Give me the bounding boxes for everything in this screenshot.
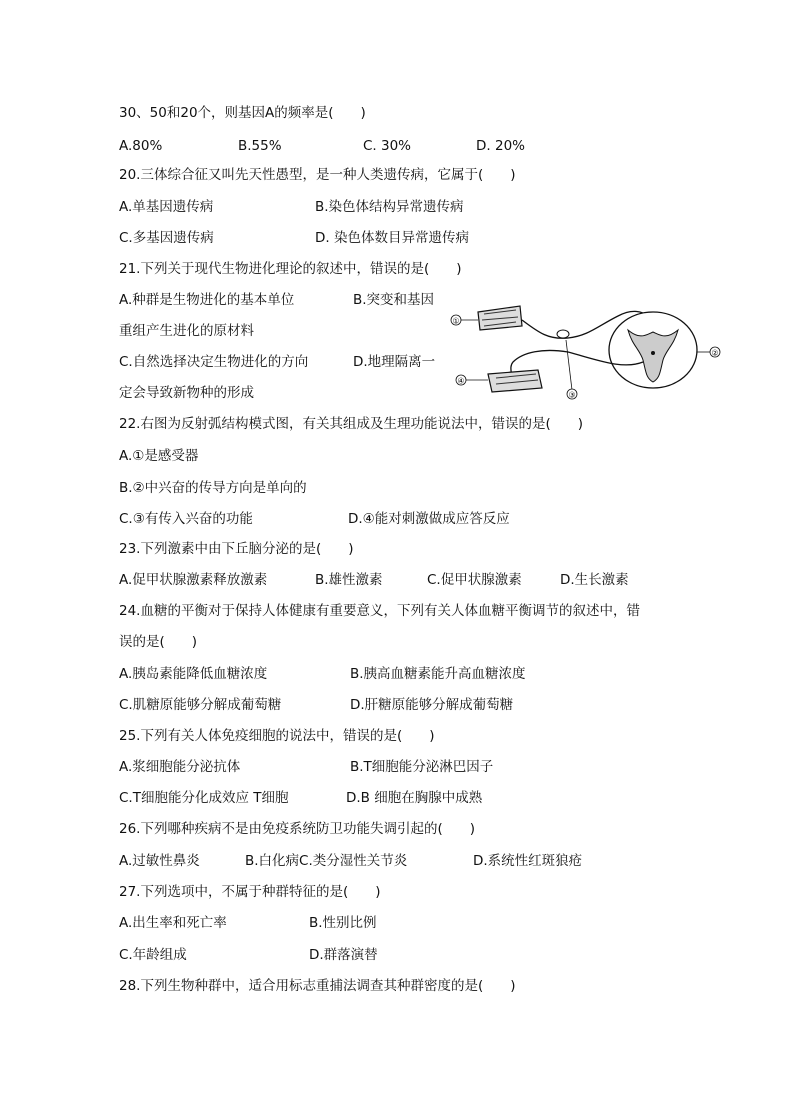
option-a: A.80% [119, 138, 163, 154]
q21-option-a: A.种群是生物进化的基本单位 [119, 292, 295, 308]
q21-option-c: C.自然选择决定生物进化的方向 [119, 354, 309, 370]
q25-option-b: B.T细胞能分泌淋巴因子 [350, 759, 494, 775]
q21-option-b: B.突变和基因 [353, 292, 435, 308]
question-24: 24.血糖的平衡对于保持人体健康有重要意义，下列有关人体血糖平衡调节的叙述中，错 [119, 603, 640, 619]
reflex-arc-diagram [448, 290, 728, 405]
effector-shape [488, 370, 542, 392]
option-d: D. 20% [476, 138, 525, 154]
q26-option-bc: B.白化病C.类分湿性关节炎 [245, 853, 408, 869]
question-24-cont: 误的是( ) [119, 634, 198, 650]
q25-option-d: D.B 细胞在胸腺中成熟 [346, 790, 483, 806]
q24-option-d: D.肝糖原能够分解成葡萄糖 [350, 697, 514, 713]
question-27: 27.下列选项中，不属于种群特征的是( ) [119, 884, 381, 900]
q23-option-b: B.雄性激素 [315, 572, 383, 588]
q21-option-d: D.地理隔离一 [353, 354, 436, 370]
q22-option-c: C.③有传入兴奋的功能 [119, 511, 253, 527]
q27-option-d: D.群落演替 [309, 947, 378, 963]
q27-option-b: B.性别比例 [309, 915, 377, 931]
q23-option-d: D.生长激素 [560, 572, 629, 588]
label-3: ③ [568, 390, 576, 400]
q23-option-a: A.促甲状腺激素释放激素 [119, 572, 268, 588]
q27-option-c: C.年龄组成 [119, 947, 187, 963]
option-b: B.55% [238, 138, 282, 154]
label-4: ④ [457, 376, 465, 386]
option-c: C. 30% [363, 138, 412, 154]
label-1: ① [452, 316, 460, 326]
q22-option-d: D.④能对刺激做成应答反应 [348, 511, 510, 527]
q20-option-b: B.染色体结构异常遗传病 [315, 199, 464, 215]
q25-option-a: A.浆细胞能分泌抗体 [119, 759, 241, 775]
question-23: 23.下列激素中由下丘脑分泌的是( ) [119, 541, 354, 557]
q25-option-c: C.T细胞能分化成效应 T细胞 [119, 790, 289, 806]
q20-option-d: D. 染色体数目异常遗传病 [315, 230, 469, 246]
question-22: 22.右图为反射弧结构模式图，有关其组成及生理功能说法中，错误的是( ) [119, 416, 584, 432]
q26-option-d: D.系统性红斑狼疮 [473, 853, 583, 869]
ganglion [557, 330, 569, 338]
q21-option-d-cont: 定会导致新物种的形成 [119, 385, 254, 401]
q27-option-a: A.出生率和死亡率 [119, 915, 227, 931]
q24-option-b: B.胰高血糖素能升高血糖浓度 [350, 666, 526, 682]
question-25: 25.下列有关人体免疫细胞的说法中，错误的是( ) [119, 728, 435, 744]
q23-option-c: C.促甲状腺激素 [427, 572, 522, 588]
question-28: 28.下列生物种群中，适合用标志重捕法调查其种群密度的是( ) [119, 978, 516, 994]
q26-option-a: A.过敏性鼻炎 [119, 853, 200, 869]
q20-option-a: A.单基因遗传病 [119, 199, 214, 215]
q20-option-c: C.多基因遗传病 [119, 230, 214, 246]
question-21: 21.下列关于现代生物进化理论的叙述中，错误的是( ) [119, 261, 462, 277]
question-20: 20.三体综合征又叫先天性愚型，是一种人类遗传病，它属于( ) [119, 167, 516, 183]
question-26: 26.下列哪种疾病不是由免疫系统防卫功能失调引起的( ) [119, 821, 476, 837]
q22-option-a: A.①是感受器 [119, 448, 199, 464]
question-continuation: 30、50和20个，则基因A的频率是( ) [119, 105, 366, 121]
q24-option-c: C.肌糖原能够分解成葡萄糖 [119, 697, 282, 713]
q21-option-b-cont: 重组产生进化的原材料 [119, 323, 254, 339]
q22-option-b: B.②中兴奋的传导方向是单向的 [119, 480, 307, 496]
label-2: ② [711, 348, 719, 358]
q24-option-a: A.胰岛素能降低血糖浓度 [119, 666, 268, 682]
